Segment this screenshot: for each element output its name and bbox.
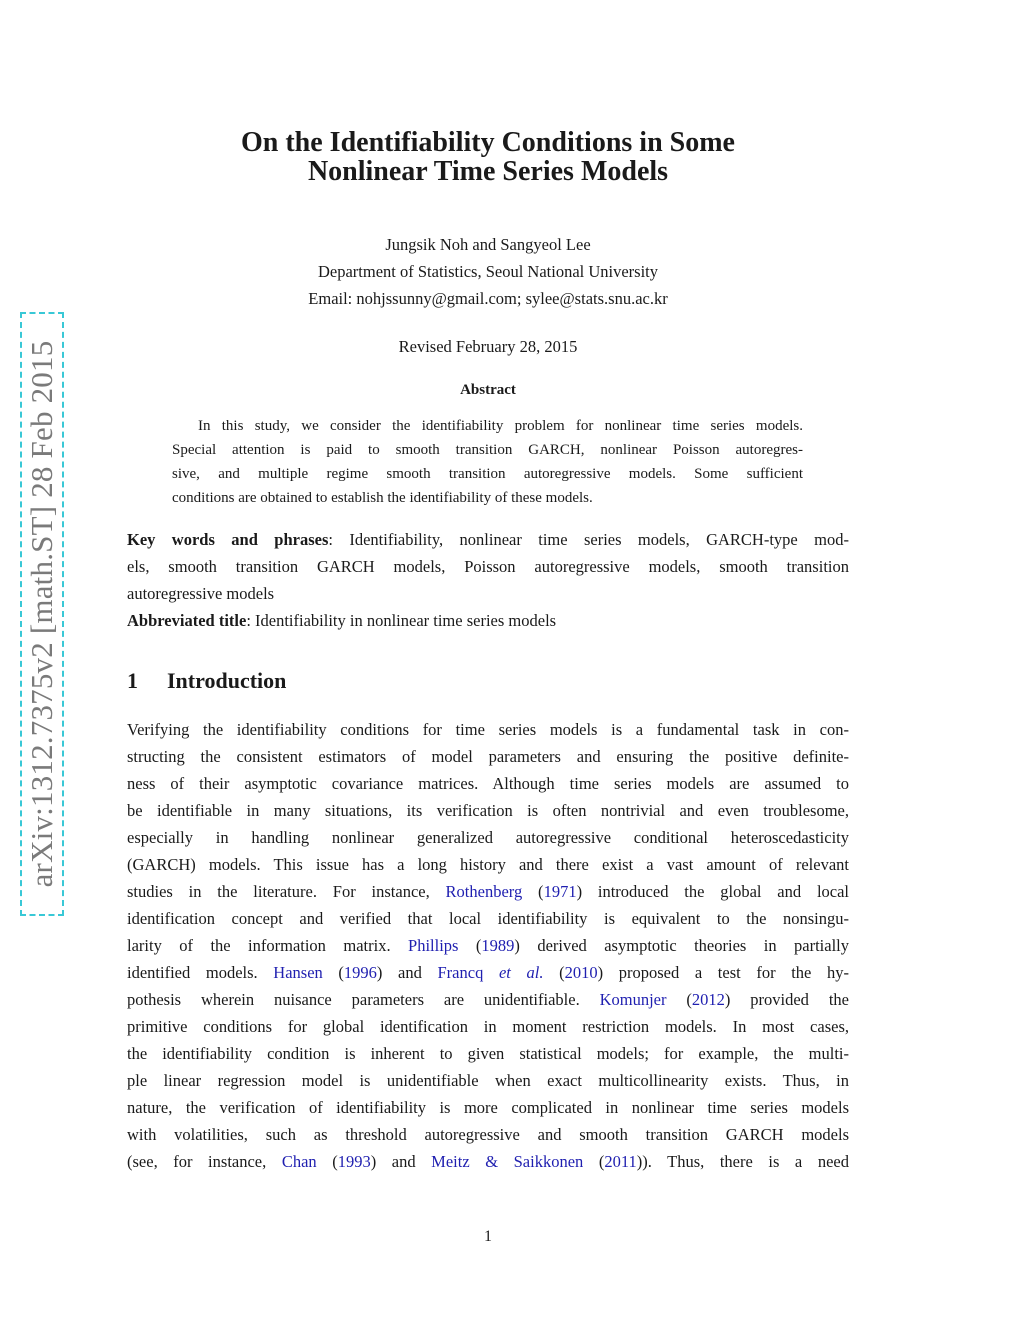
citation-year-link[interactable]: 1989 <box>481 936 515 955</box>
text-line: identification concept and verified that local identifiability is equivalent to the nonsingu- <box>127 909 849 928</box>
text-line: structing the consistent estimators of model parameters and ensuring the positive definite- <box>127 747 849 766</box>
citation-year-link[interactable]: 1996 <box>343 963 377 982</box>
text-line: with volatilities, such as threshold autoregressive and smooth transition GARCH models <box>127 1125 849 1144</box>
text-line: ness of their asymptotic covariance matrices. Although time series models are assumed to <box>127 774 849 793</box>
citation-link[interactable]: Meitz & Saikkonen <box>431 1152 584 1171</box>
text-line: pothesis wherein nuisance parameters are unidentifiable. Komunjer (2012) provided the <box>127 990 849 1009</box>
abstract-body <box>172 414 803 510</box>
text-fragment: ) provided the <box>724 990 849 1009</box>
text-fragment: (see, for instance, <box>127 1152 282 1171</box>
text-line: identified models. Hansen (1996) and Francq et al. (2010) proposed a test for the hy- <box>127 963 849 982</box>
section-heading <box>127 668 286 694</box>
abbreviated-title-text: : Identifiability in nonlinear time series models <box>246 611 557 630</box>
citation-link[interactable]: Chan <box>281 1152 317 1171</box>
arxiv-identifier: arXiv:1312.7375v2 [math.ST] 28 Feb 2015 <box>24 340 59 888</box>
text-line: larity of the information matrix. Phillips (1989) derived asymptotic theories in partially <box>127 936 849 955</box>
page-number: 1 <box>484 1228 492 1245</box>
text-fragment: ) and <box>376 963 438 982</box>
keywords-label: Key words and phrases <box>127 530 329 549</box>
text-fragment: ) proposed a test for the hy- <box>597 963 849 982</box>
text-fragment: larity of the information matrix. <box>127 936 409 955</box>
text-fragment: ) and <box>370 1152 432 1171</box>
citation-link[interactable]: Komunjer <box>599 990 667 1009</box>
citation-link[interactable]: Rothenberg <box>445 882 523 901</box>
abstract-line: conditions are obtained to establish the identifiability of these models. <box>172 490 593 506</box>
keywords-text: autoregressive models <box>127 584 275 603</box>
title-line-2: Nonlinear Time Series Models <box>307 156 669 187</box>
introduction-paragraph <box>127 716 849 1175</box>
arxiv-side-stamp <box>20 312 64 916</box>
text-line: Verifying the identifiability conditions for time series models is a fundamental task in con- <box>127 720 849 739</box>
abstract-line: Special attention is paid to smooth transition GARCH, nonlinear Poisson autoregres- <box>172 442 803 458</box>
text-line: primitive conditions for global identification in moment restriction models. In most cases, <box>127 1017 849 1036</box>
title-line-1: On the Identifiability Conditions in Some <box>241 127 735 158</box>
text-line: ple linear regression model is unidentifiable when exact multicollinearity exists. Thus, in <box>127 1071 849 1090</box>
keywords-text: : Identifiability, nonlinear time series models, GARCH-type mod- <box>328 530 849 549</box>
keywords <box>127 526 849 634</box>
citation-year-link[interactable]: 1993 <box>337 1152 371 1171</box>
citation-etal: et al. <box>498 963 544 982</box>
affiliation: Department of Statistics, Seoul National University <box>317 262 659 281</box>
authors: Jungsik Noh and Sangyeol Lee <box>385 235 591 254</box>
abbreviated-title-label: Abbreviated title <box>127 611 247 630</box>
section-title: Introduction <box>167 668 287 693</box>
keywords-text: els, smooth transition GARCH models, Poisson autoregressive models, smooth transition <box>127 557 849 576</box>
text-line: the identifiability condition is inherent to given statistical models; for example, the multi- <box>127 1044 849 1063</box>
text-fragment: )). Thus, there is a need <box>636 1152 849 1171</box>
citation-year-link[interactable]: 2012 <box>691 990 725 1009</box>
text-fragment: ) derived asymptotic theories in partially <box>514 936 849 955</box>
paper-title <box>127 128 849 186</box>
citation-year-link[interactable]: 2011 <box>604 1152 637 1171</box>
section-number: 1 <box>127 668 138 693</box>
text-line: be identifiable in many situations, its verification is often nontrivial and even troublesome, <box>127 801 849 820</box>
revised-date: Revised February 28, 2015 <box>398 337 578 356</box>
text-fragment: studies in the literature. For instance, <box>127 882 446 901</box>
citation-author: Francq <box>437 963 499 982</box>
citation-year-link[interactable]: 1971 <box>543 882 577 901</box>
text-fragment: ) introduced the global and local <box>576 882 850 901</box>
abstract-line: In this study, we consider the identifiability problem for nonlinear time series models. <box>198 418 803 434</box>
text-fragment: pothesis wherein nuisance parameters are unidentifiable. <box>127 990 600 1009</box>
text-fragment: identified models. <box>127 963 274 982</box>
text-line: (GARCH) models. This issue has a long history and there exist a vast amount of relevant <box>127 855 849 874</box>
text-line: (see, for instance, Chan (1993) and Meitz & Saikkonen (2011)). Thus, there is a need <box>127 1152 849 1171</box>
abstract-line: sive, and multiple regime smooth transition autoregressive models. Some sufficient <box>172 466 803 482</box>
citation-link[interactable]: Hansen <box>273 963 323 982</box>
text-line: especially in handling nonlinear generalized autoregressive conditional heteroscedasticity <box>127 828 849 847</box>
abstract-heading: Abstract <box>460 382 516 398</box>
citation-link[interactable]: Phillips <box>408 936 459 955</box>
citation-link[interactable] <box>438 963 544 982</box>
text-line: nature, the verification of identifiability is more complicated in nonlinear time series models <box>127 1098 849 1117</box>
text-line: studies in the literature. For instance, Rothenberg (1971) introduced the global and local <box>127 882 850 901</box>
email: Email: nohjssunny@gmail.com; sylee@stats.snu.ac.kr <box>308 289 668 308</box>
citation-year-link[interactable]: 2010 <box>564 963 598 982</box>
